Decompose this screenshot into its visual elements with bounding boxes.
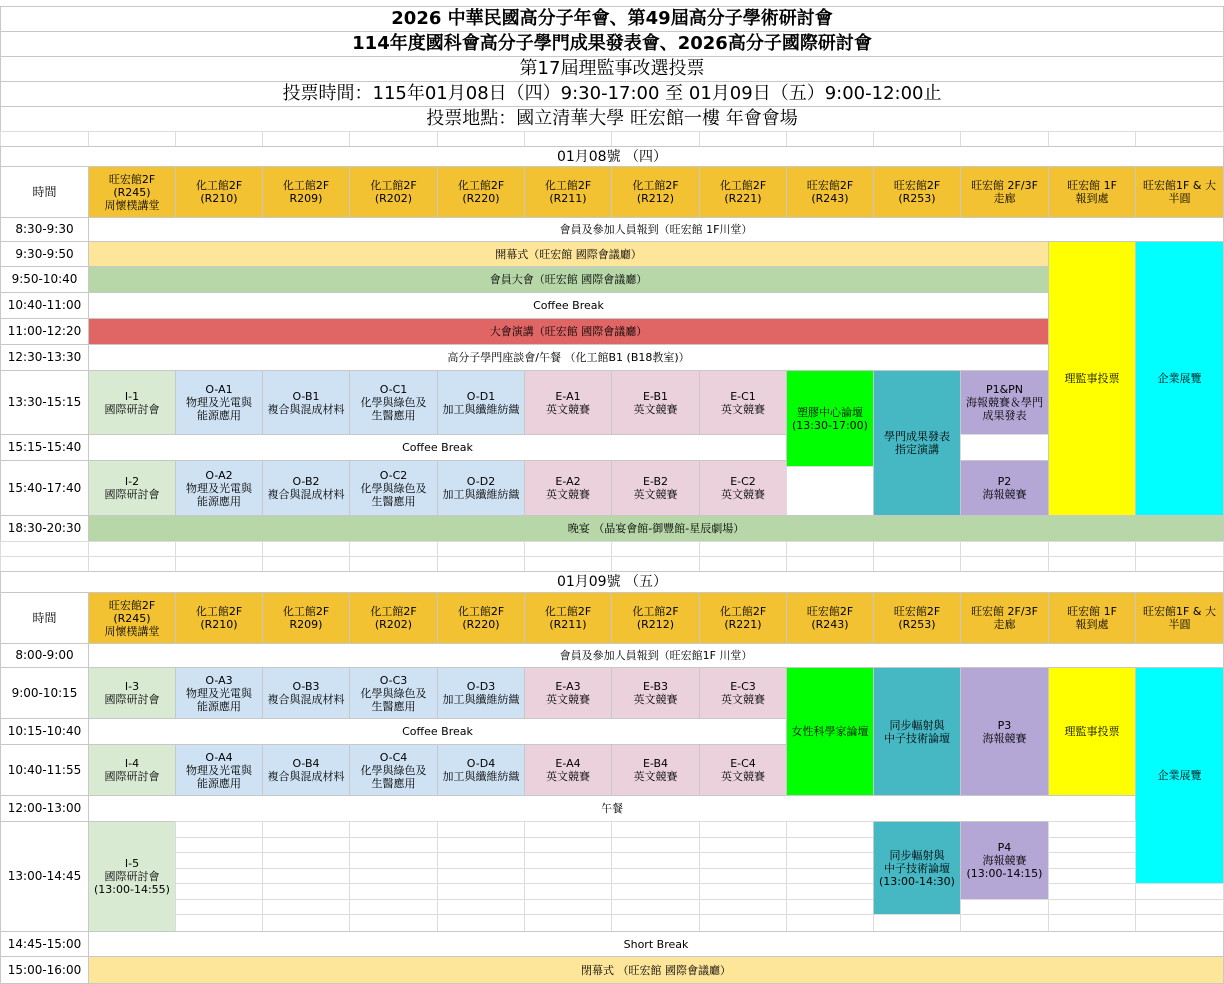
empty-cell — [349, 556, 438, 572]
empty-cell — [611, 914, 700, 932]
empty-cell — [437, 131, 525, 147]
session-cell: O-C2 化學與綠色及 生醫應用 — [349, 460, 438, 516]
empty-cell — [611, 883, 700, 900]
empty-cell — [262, 131, 350, 147]
empty-cell — [262, 837, 350, 853]
empty-cell — [1135, 899, 1224, 915]
empty-cell — [524, 131, 612, 147]
day2-time-slot: 10:40-11:55 — [0, 744, 89, 796]
day2-time-slot: 9:00-10:15 — [0, 667, 89, 719]
session-cell: E-A3 英文競賽 — [524, 667, 612, 719]
empty-cell — [1048, 556, 1136, 572]
empty-cell — [873, 131, 961, 147]
lunch-row: 午餐 — [88, 795, 1136, 822]
empty-cell — [786, 466, 874, 516]
empty-cell — [1135, 131, 1224, 147]
day1-time-slot: 18:30-20:30 — [0, 515, 89, 542]
session-cell: I-1 國際研討會 — [88, 370, 176, 435]
title-line-1: 2026 中華民國高分子年會、第49屆高分子學術研討會 — [0, 6, 1224, 32]
empty-cell — [349, 852, 438, 869]
empty-cell — [524, 837, 612, 853]
empty-cell — [1048, 899, 1136, 915]
empty-cell — [175, 556, 263, 572]
empty-cell — [262, 868, 350, 884]
session-cell: I-4 國際研討會 — [88, 744, 176, 796]
empty-cell — [960, 541, 1049, 557]
empty-cell — [786, 883, 874, 900]
empty-cell — [437, 821, 525, 838]
member-assembly: 會員大會（旺宏館 國際會議廳） — [88, 266, 1049, 293]
empty-cell — [699, 837, 787, 853]
empty-cell — [786, 914, 874, 932]
session-cell: I-3 國際研討會 — [88, 667, 176, 719]
session-cell: E-A2 英文競賽 — [524, 460, 612, 516]
session-cell: E-A4 英文競賽 — [524, 744, 612, 796]
empty-cell — [175, 837, 263, 853]
day1-time-slot: 12:30-13:30 — [0, 344, 89, 371]
achievement-lecture: 學門成果發表 指定演講 — [873, 370, 961, 516]
empty-cell — [611, 821, 700, 838]
empty-cell — [349, 899, 438, 915]
day1-room-header: 化工館2F (R221) — [699, 166, 787, 218]
empty-cell — [437, 541, 525, 557]
day1-time-slot: 8:30-9:30 — [0, 217, 89, 242]
session-cell: O-D4 加工與纖維紡織 — [437, 744, 525, 796]
title-line-2: 114年度國科會高分子學門成果發表會、2026高分子國際研討會 — [0, 31, 1224, 57]
empty-cell — [1048, 883, 1136, 900]
day1-room-header: 化工館2F (R202) — [349, 166, 438, 218]
day2-room-header: 旺宏館 2F/3F 走廊 — [960, 592, 1049, 644]
empty-cell — [611, 541, 700, 557]
empty-cell — [1135, 556, 1224, 572]
empty-cell — [1135, 883, 1224, 900]
session-cell: O-A3 物理及光電與 能源應用 — [175, 667, 263, 719]
day2-room-header: 旺宏館2F (R243) — [786, 592, 874, 644]
poster-p3: P3 海報競賽 — [960, 667, 1049, 796]
day2-time-slot: 14:45-15:00 — [0, 931, 89, 957]
empty-cell — [437, 837, 525, 853]
empty-cell — [524, 821, 612, 838]
session-cell: O-B2 複合與混成材料 — [262, 460, 350, 516]
day1-time-slot: 9:30-9:50 — [0, 241, 89, 267]
session-cell: O-C1 化學與綠色及 生醫應用 — [349, 370, 438, 435]
session-cell: E-B2 英文競賽 — [611, 460, 700, 516]
empty-cell — [1048, 852, 1136, 869]
coffee-break: Coffee Break — [88, 292, 1049, 319]
empty-cell — [0, 556, 89, 572]
empty-cell — [1048, 131, 1136, 147]
empty-cell — [0, 131, 89, 147]
session-cell: E-B3 英文競賽 — [611, 667, 700, 719]
day2-title: 01月09號 （五） — [0, 571, 1224, 593]
expo-day2: 企業展覽 — [1135, 667, 1224, 884]
title-line-3: 第17屆理監事改選投票 — [0, 56, 1224, 82]
empty-cell — [175, 131, 263, 147]
day2-time-slot: 12:00-13:00 — [0, 795, 89, 822]
empty-cell — [699, 899, 787, 915]
poster-p1: P1&PN 海報競賽＆學門 成果發表 — [960, 370, 1049, 435]
empty-cell — [960, 556, 1049, 572]
empty-cell — [1048, 821, 1136, 838]
empty-cell — [175, 852, 263, 869]
empty-cell — [0, 541, 89, 557]
day1-room-header: 旺宏館2F (R245) 周懷樸講堂 — [88, 166, 176, 218]
vote-day2: 理監事投票 — [1048, 667, 1136, 796]
poster-p4: P4 海報競賽 (13:00-14:15) — [960, 821, 1049, 900]
day1-time-slot: 10:40-11:00 — [0, 292, 89, 319]
empty-cell — [699, 852, 787, 869]
empty-cell — [1135, 914, 1224, 932]
empty-cell — [349, 868, 438, 884]
empty-cell — [786, 821, 874, 838]
empty-cell — [437, 899, 525, 915]
empty-cell — [699, 131, 787, 147]
empty-cell — [262, 556, 350, 572]
empty-cell — [262, 821, 350, 838]
empty-cell — [786, 541, 874, 557]
day2-room-header: 化工館2F (R202) — [349, 592, 438, 644]
empty-cell — [1048, 541, 1136, 557]
empty-cell — [175, 821, 263, 838]
day2-room-header: 化工館2F (R212) — [611, 592, 700, 644]
empty-cell — [437, 556, 525, 572]
lunch-forum: 高分子學門座談會/午餐 （化工館B1 (B18教室)） — [88, 344, 1049, 371]
day2-time-slot: 8:00-9:00 — [0, 643, 89, 668]
session-cell: O-C3 化學與綠色及 生醫應用 — [349, 667, 438, 719]
empty-cell — [524, 899, 612, 915]
empty-cell — [699, 883, 787, 900]
day2-room-header: 旺宏館2F (R245) 周懷樸講堂 — [88, 592, 176, 644]
day1-room-header: 旺宏館2F (R243) — [786, 166, 874, 218]
session-cell: E-C4 英文競賽 — [699, 744, 787, 796]
day1-room-header: 化工館2F (R212) — [611, 166, 700, 218]
empty-cell — [611, 852, 700, 869]
empty-cell — [175, 541, 263, 557]
empty-cell — [960, 899, 1049, 915]
empty-cell — [524, 541, 612, 557]
session-cell: E-C1 英文競賽 — [699, 370, 787, 435]
empty-cell — [175, 914, 263, 932]
day2-time-header: 時間 — [0, 592, 89, 644]
empty-cell — [960, 914, 1049, 932]
expo-day1: 企業展覽 — [1135, 241, 1224, 516]
day2-room-header: 化工館2F (R210) — [175, 592, 263, 644]
session-cell: E-C3 英文競賽 — [699, 667, 787, 719]
day1-room-header: 化工館2F (R210) — [175, 166, 263, 218]
day1-room-header: 旺宏館 1F 報到處 — [1048, 166, 1136, 218]
short-break: Short Break — [88, 931, 1224, 957]
coffee-break: Coffee Break — [88, 718, 787, 745]
empty-cell — [175, 899, 263, 915]
empty-cell — [349, 914, 438, 932]
title-line-4: 投票時間：115年01月08日（四）9:30-17:00 至 01月09日（五）9:00-12:00止 — [0, 81, 1224, 107]
day2-room-header: 化工館2F (R221) — [699, 592, 787, 644]
empty-cell — [611, 556, 700, 572]
women-scientist-forum: 女性科學家論壇 — [786, 667, 874, 796]
session-cell: O-D2 加工與纖維紡織 — [437, 460, 525, 516]
vote-day1: 理監事投票 — [1048, 241, 1136, 516]
day1-room-header: 旺宏館2F (R253) — [873, 166, 961, 218]
session-cell: O-A4 物理及光電與 能源應用 — [175, 744, 263, 796]
session-cell: O-B3 複合與混成材料 — [262, 667, 350, 719]
empty-cell — [437, 868, 525, 884]
day1-time-slot: 15:40-17:40 — [0, 460, 89, 516]
empty-cell — [873, 914, 961, 932]
synchrotron-forum: 同步輻射與 中子技術論壇 — [873, 667, 961, 796]
day2-room-header: 化工館2F R209) — [262, 592, 350, 644]
empty-cell — [262, 852, 350, 869]
empty-cell — [786, 899, 874, 915]
day1-time-header: 時間 — [0, 166, 89, 218]
plastics-center-forum: 塑膠中心論壇 (13:30-17:00) — [786, 370, 874, 467]
day2-time-slot: 10:15-10:40 — [0, 718, 89, 745]
session-cell: O-D3 加工與纖維紡織 — [437, 667, 525, 719]
session-cell: O-A1 物理及光電與 能源應用 — [175, 370, 263, 435]
empty-cell — [524, 883, 612, 900]
empty-cell — [349, 131, 438, 147]
empty-cell — [699, 556, 787, 572]
empty-cell — [524, 868, 612, 884]
opening-ceremony: 開幕式（旺宏館 國際會議廳） — [88, 241, 1049, 267]
day2-time-slot: 13:00-14:45 — [0, 821, 89, 932]
empty-cell — [349, 883, 438, 900]
day1-time-slot: 15:15-15:40 — [0, 434, 89, 461]
registration-row: 會員及參加人員報到（旺宏館1F 川堂） — [88, 643, 1224, 668]
empty-cell — [699, 821, 787, 838]
banquet: 晚宴 （晶宴會館-御豐館-星辰劇場） — [88, 515, 1224, 542]
day1-time-slot: 13:30-15:15 — [0, 370, 89, 435]
session-cell: I-2 國際研討會 — [88, 460, 176, 516]
session-cell: O-B4 複合與混成材料 — [262, 744, 350, 796]
closing-ceremony: 閉幕式 （旺宏館 國際會議廳） — [88, 956, 1224, 984]
day2-room-header: 化工館2F (R220) — [437, 592, 525, 644]
empty-cell — [175, 868, 263, 884]
day2-room-header: 旺宏館2F (R253) — [873, 592, 961, 644]
empty-cell — [1048, 914, 1136, 932]
day1-room-header: 化工館2F (R220) — [437, 166, 525, 218]
empty-cell — [88, 131, 176, 147]
day2-room-header: 旺宏館 1F 報到處 — [1048, 592, 1136, 644]
empty-cell — [349, 541, 438, 557]
session-cell: E-B1 英文競賽 — [611, 370, 700, 435]
empty-cell — [349, 837, 438, 853]
empty-cell — [699, 541, 787, 557]
day2-room-header: 旺宏館1F & 大 半圓 — [1135, 592, 1224, 644]
empty-cell — [262, 914, 350, 932]
empty-cell — [88, 556, 176, 572]
session-cell: E-A1 英文競賽 — [524, 370, 612, 435]
day1-room-header: 化工館2F R209) — [262, 166, 350, 218]
session-cell: O-B1 複合與混成材料 — [262, 370, 350, 435]
empty-cell — [437, 883, 525, 900]
coffee-break: Coffee Break — [88, 434, 787, 461]
day1-room-header: 旺宏館 2F/3F 走廊 — [960, 166, 1049, 218]
empty-cell — [960, 434, 1049, 461]
empty-cell — [175, 883, 263, 900]
plenary-lecture: 大會演講（旺宏館 國際會議廳） — [88, 318, 1049, 345]
intl-session-i5: I-5 國際研討會 (13:00-14:55) — [88, 821, 176, 932]
day1-time-slot: 11:00-12:20 — [0, 318, 89, 345]
day1-time-slot: 9:50-10:40 — [0, 266, 89, 293]
session-cell: O-A2 物理及光電與 能源應用 — [175, 460, 263, 516]
empty-cell — [873, 556, 961, 572]
empty-cell — [262, 541, 350, 557]
empty-cell — [786, 837, 874, 853]
empty-cell — [349, 821, 438, 838]
empty-cell — [786, 131, 874, 147]
empty-cell — [611, 837, 700, 853]
day1-room-header: 化工館2F (R211) — [524, 166, 612, 218]
day1-title: 01月08號 （四） — [0, 146, 1224, 167]
title-line-5: 投票地點：國立清華大學 旺宏館一樓 年會會場 — [0, 106, 1224, 132]
session-cell: O-C4 化學與綠色及 生醫應用 — [349, 744, 438, 796]
poster-p2: P2 海報競賽 — [960, 460, 1049, 516]
empty-cell — [524, 852, 612, 869]
empty-cell — [611, 131, 700, 147]
empty-cell — [1135, 541, 1224, 557]
empty-cell — [699, 868, 787, 884]
empty-cell — [960, 131, 1049, 147]
synchrotron-forum-2: 同步輻射與 中子技術論壇 (13:00-14:30) — [873, 821, 961, 915]
empty-cell — [437, 914, 525, 932]
empty-cell — [611, 868, 700, 884]
empty-cell — [1048, 837, 1136, 853]
session-cell: E-B4 英文競賽 — [611, 744, 700, 796]
empty-cell — [873, 541, 961, 557]
session-cell: O-D1 加工與纖維紡織 — [437, 370, 525, 435]
empty-cell — [1048, 868, 1136, 884]
empty-cell — [699, 914, 787, 932]
day2-time-slot: 15:00-16:00 — [0, 956, 89, 984]
empty-cell — [786, 852, 874, 869]
empty-cell — [524, 556, 612, 572]
empty-cell — [611, 899, 700, 915]
day1-room-header: 旺宏館1F & 大 半圓 — [1135, 166, 1224, 218]
empty-cell — [524, 914, 612, 932]
empty-cell — [786, 868, 874, 884]
empty-cell — [88, 541, 176, 557]
empty-cell — [786, 556, 874, 572]
empty-cell — [437, 852, 525, 869]
empty-cell — [262, 899, 350, 915]
registration-row: 會員及參加人員報到（旺宏館 1F川堂） — [88, 217, 1224, 242]
day2-room-header: 化工館2F (R211) — [524, 592, 612, 644]
session-cell: E-C2 英文競賽 — [699, 460, 787, 516]
empty-cell — [262, 883, 350, 900]
